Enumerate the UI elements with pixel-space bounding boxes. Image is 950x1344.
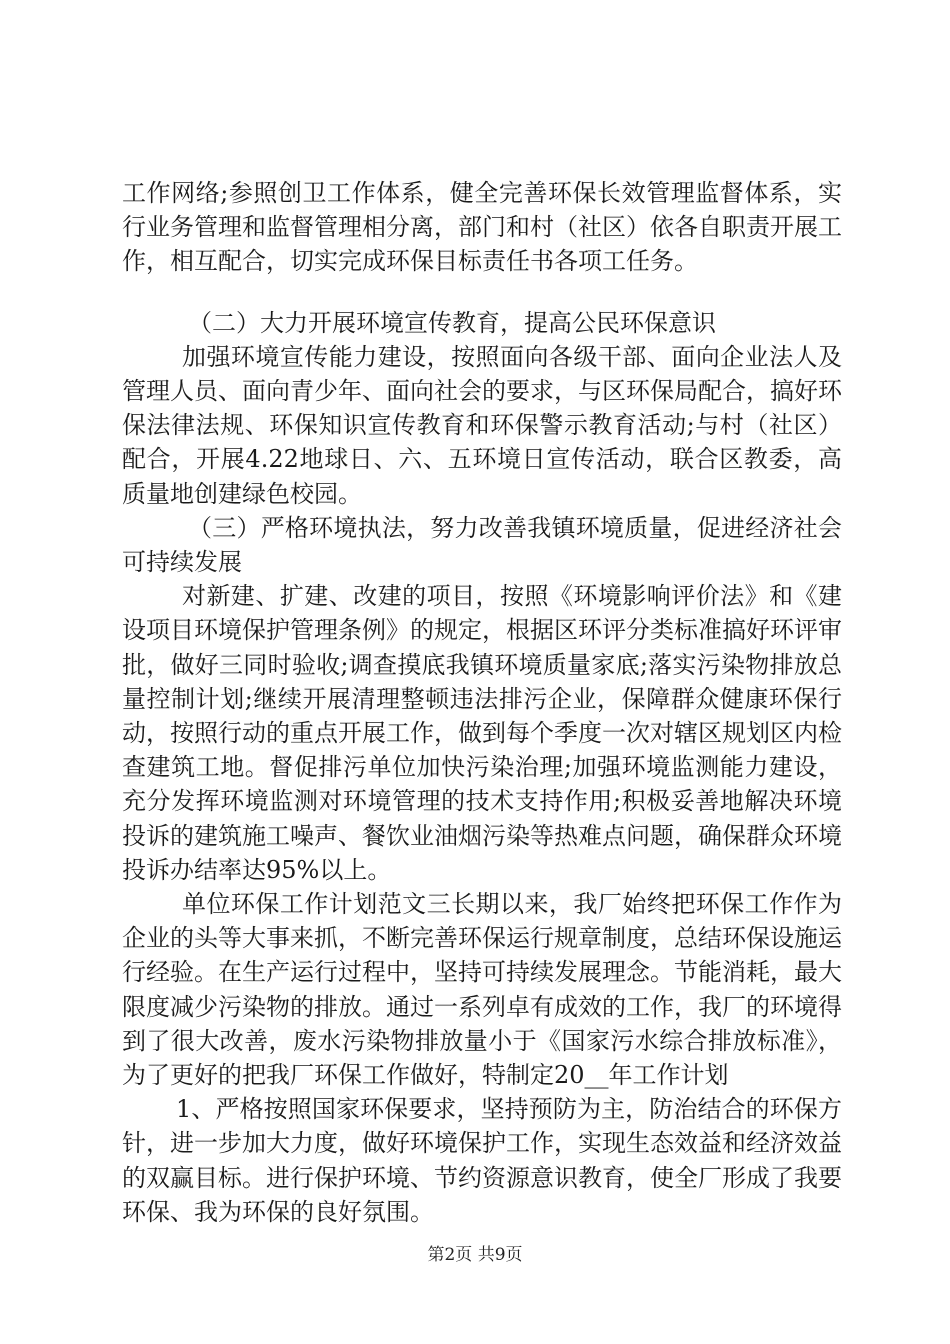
paragraph-publicity: 加强环境宣传能力建设，按照面向各级干部、面向企业法人及管理人员、面向青少年、面向社会的要求，与区环保局配合，搞好环保法律法规、环保知识宣传教育和环保警示教育活动;与村（社区）配合，开展4.22地球日、六、五环境日宣传活动，联合区教委，高质量地创建绿色校园。: [122, 342, 842, 508]
paragraph-continuation: 工作网络;参照创卫工作体系，健全完善环保长效管理监督体系，实行业务管理和监督管理相分离，部门和村（社区）依各自职责开展工作，相互配合，切实完成环保目标责任书各项工任务。: [122, 179, 842, 276]
section-heading-2: （二）大力开展环境宣传教育，提高公民环保意识: [188, 308, 716, 337]
document-body: [122, 176, 842, 1229]
paragraph-item-1: 1、严格按照国家环保要求，坚持预防为主，防治结合的环保方针，进一步加大力度，做好环境保护工作，实现生态效益和经济效益的双赢目标。进行保护环境、节约资源意识教育，使全厂形成了我要环保、我为环保的良好氛围。: [122, 1095, 842, 1226]
page-number-footer: 第2页 共9页: [427, 1245, 523, 1265]
section-heading-3: （三）严格环境执法，努力改善我镇环境质量，促进经济社会可持续发展: [122, 513, 842, 577]
paragraph-enforcement: 对新建、扩建、改建的项目，按照《环境影响评价法》和《建设项目环境保护管理条例》的规定，根据区环评分类标准搞好环评审批，做好三同时验收;调查摸底我镇环境质量家底;落实污染物排放总量控制计划;继续开展清理整顿违法排污企业，保障群众健康环保行动，按照行动的重点开展工作，做到每个季度一次对辖区规划区内检查建筑工地。督促排污单位加快污染治理;加强环境监测能力建设，充分发挥环境监测对环境管理的技术支持作用;积极妥善地解决环境投诉的建筑施工噪声、餐饮业油烟污染等热难点问题，确保群众环境投诉办结率达95%以上。: [122, 582, 842, 884]
paragraph-plan-three: 单位环保工作计划范文三长期以来，我厂始终把环保工作作为企业的头等大事来抓，不断完善环保运行规章制度，总结环保设施运行经验。在生产运行过程中，坚持可持续发展理念。节能消耗，最大限度减少污染物的排放。通过一系列卓有成效的工作，我厂的环境得到了很大改善，废水污染物排放量小于《国家污水综合排放标准》，为了更好的把我厂环保工作做好，特制定20__年工作计划: [122, 890, 842, 1090]
